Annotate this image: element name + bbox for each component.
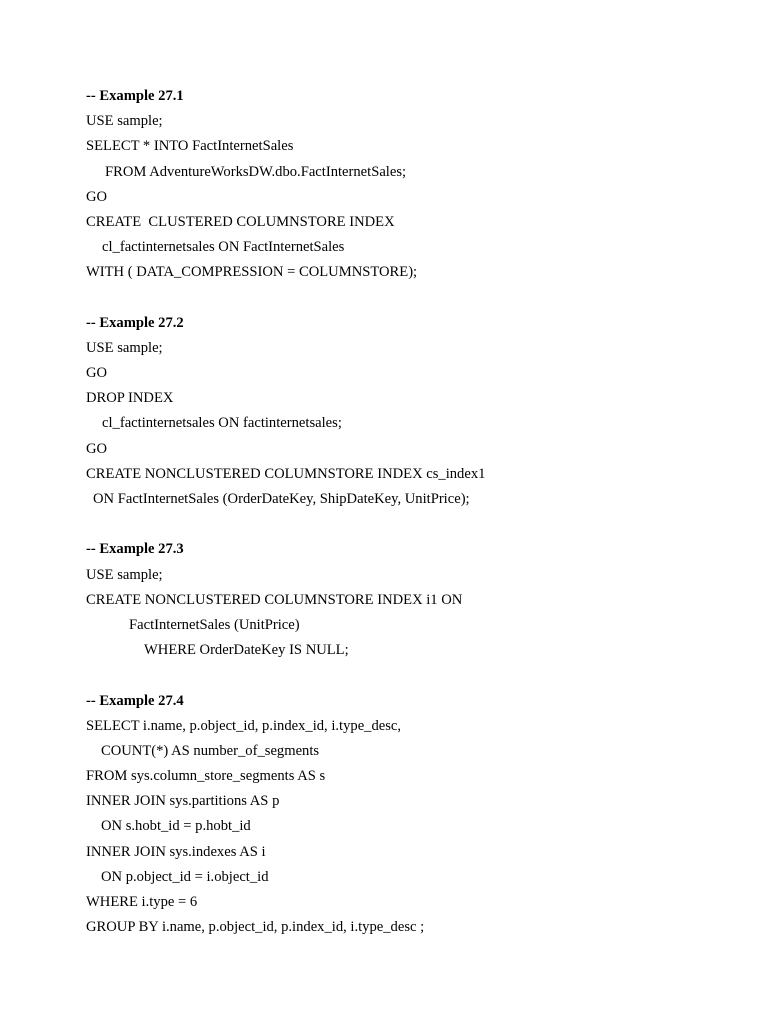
code-line: WHERE i.type = 6 <box>86 894 198 910</box>
code-line: USE sample; <box>86 113 163 130</box>
code-line: FROM AdventureWorksDW.dbo.FactInternetSales; <box>105 163 407 180</box>
code-line: cl_factinternetsales ON factinternetsales; <box>102 415 342 432</box>
code-line: INNER JOIN sys.indexes AS i <box>86 843 266 860</box>
paragraph-gap <box>86 286 726 311</box>
code-line: WITH ( DATA_COMPRESSION = COLUMNSTORE); <box>86 264 418 281</box>
code-line: SELECT i.name, p.object_id, p.index_id, i.type_desc, <box>86 717 402 734</box>
code-line: FactInternetSales (UnitPrice) <box>129 616 300 633</box>
code-line: WHERE OrderDateKey IS NULL; <box>144 642 349 659</box>
code-line: CREATE NONCLUSTERED COLUMNSTORE INDEX cs_index1 <box>86 465 486 482</box>
code-line: CREATE CLUSTERED COLUMNSTORE INDEX <box>86 213 395 230</box>
code-line: DROP INDEX <box>86 390 174 407</box>
code-line: GO <box>86 188 108 205</box>
code-line: COUNT(*) AS number_of_segments <box>101 742 320 759</box>
code-line: INNER JOIN sys.partitions AS p <box>86 793 280 810</box>
code-line: GROUP BY i.name, p.object_id, p.index_id, i.type_desc ; <box>86 919 425 936</box>
example-heading: -- Example 27.3 <box>86 541 184 558</box>
code-line: GO <box>86 440 108 457</box>
code-line: GO <box>86 365 108 382</box>
paragraph-gap <box>86 663 726 688</box>
example-heading: -- Example 27.1 <box>86 88 184 104</box>
code-line: USE sample; <box>86 566 163 583</box>
code-line: CREATE NONCLUSTERED COLUMNSTORE INDEX i1 ON <box>86 591 463 608</box>
code-line: ON FactInternetSales (OrderDateKey, ShipDateKey, UnitPrice); <box>93 491 470 507</box>
code-line: ON p.object_id = i.object_id <box>101 868 269 885</box>
code-line: ON s.hobt_id = p.hobt_id <box>101 818 251 835</box>
code-line: SELECT * INTO FactInternetSales <box>86 138 294 155</box>
example-heading: -- Example 27.2 <box>86 314 184 331</box>
document-page <box>86 84 726 940</box>
example-heading: -- Example 27.4 <box>86 692 184 709</box>
code-line: cl_factinternetsales ON FactInternetSales <box>102 239 345 256</box>
code-line: USE sample; <box>86 339 163 356</box>
paragraph-gap <box>86 512 726 537</box>
code-line: FROM sys.column_store_segments AS s <box>86 768 326 785</box>
